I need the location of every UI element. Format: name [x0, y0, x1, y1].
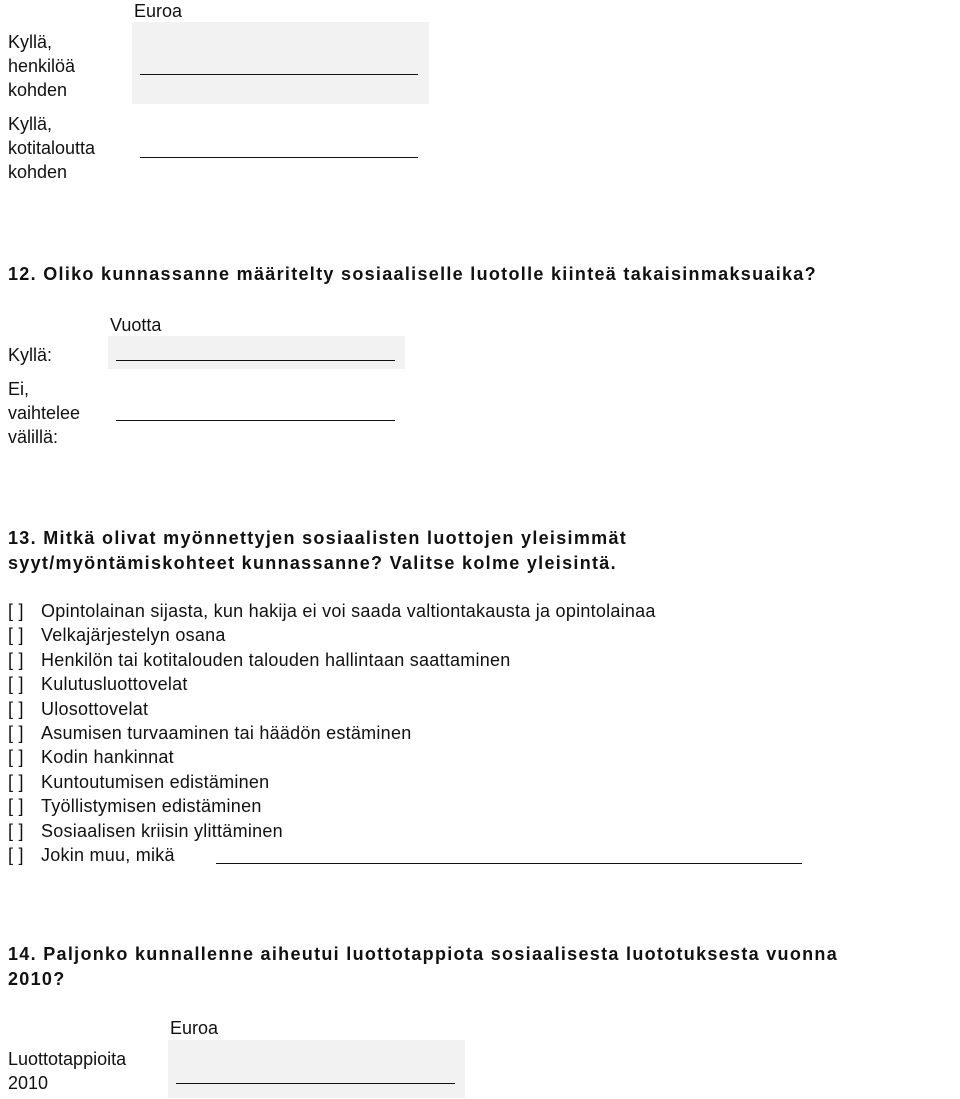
q12-answer-cell: [108, 336, 405, 369]
checkbox[interactable]: [ ]: [8, 771, 24, 792]
checkbox[interactable]: [ ]: [8, 796, 24, 817]
q13-option[interactable]: [8, 745, 656, 769]
q11-answer-cell: [132, 22, 429, 104]
q12-question: 12. Oliko kunnassanne määritelty sosiaaliselle luotolle kiinteä takaisinmaksuaika?: [8, 264, 817, 284]
option-label: Jokin muu, mikä: [41, 845, 175, 866]
checkbox[interactable]: [ ]: [8, 674, 24, 695]
q14-row-label: Luottotappioita 2010: [8, 1049, 127, 1093]
checkbox[interactable]: [ ]: [8, 747, 24, 768]
q12-row-label-varies: Ei, vaihtelee välillä:: [8, 379, 81, 447]
option-label: Työllistymisen edistäminen: [41, 796, 262, 817]
q13-option[interactable]: [8, 794, 656, 818]
checkbox[interactable]: [ ]: [8, 649, 24, 670]
option-label: Kulutusluottovelat: [41, 674, 188, 695]
q12-years-input[interactable]: [116, 360, 395, 361]
q13-option[interactable]: [8, 623, 656, 647]
checkbox[interactable]: [ ]: [8, 723, 24, 744]
q13-options-list: [8, 599, 656, 867]
q13-other-text-input[interactable]: [216, 863, 802, 864]
q13-option[interactable]: [8, 672, 656, 696]
q11-row-label-per-person: Kyllä, henkilöä kohden: [8, 32, 76, 100]
q12-column-header: Vuotta: [110, 315, 162, 335]
q14-credit-loss-input[interactable]: [176, 1083, 455, 1084]
q13-option[interactable]: [8, 770, 656, 794]
option-label: Ulosottovelat: [41, 698, 149, 719]
option-label: Henkilön tai kotitalouden talouden hallintaan saattaminen: [41, 649, 511, 670]
option-label: Asumisen turvaaminen tai häädön estäminen: [41, 723, 412, 744]
q11-row-label-per-household: Kyllä, kotitaloutta kohden: [8, 114, 96, 182]
q13-option[interactable]: [8, 648, 656, 672]
q12-varies-input[interactable]: [116, 420, 395, 421]
q11-column-header: Euroa: [134, 1, 183, 21]
q14-question: 14. Paljonko kunnallenne aiheutui luottotappiota sosiaalisesta luototuksesta vuonna 2010?: [8, 944, 839, 989]
q11-per-person-input[interactable]: [140, 74, 418, 75]
q13-question: 13. Mitkä olivat myönnettyjen sosiaalisten luottojen yleisimmät syyt/myöntämiskohteet kunnassanne? Valitse kolme yleisintä.: [8, 528, 628, 573]
checkbox[interactable]: [ ]: [8, 820, 24, 841]
q14-answer-cell: [168, 1040, 465, 1098]
checkbox[interactable]: [ ]: [8, 698, 24, 719]
q13-option[interactable]: [8, 599, 656, 623]
option-label: Kuntoutumisen edistäminen: [41, 771, 270, 792]
q14-column-header: Euroa: [170, 1018, 219, 1038]
q13-option[interactable]: [8, 697, 656, 721]
option-label: Sosiaalisen kriisin ylittäminen: [41, 820, 283, 841]
checkbox[interactable]: [ ]: [8, 601, 24, 621]
option-label: Velkajärjestelyn osana: [41, 625, 226, 646]
checkbox[interactable]: [ ]: [8, 845, 24, 866]
checkbox[interactable]: [ ]: [8, 625, 24, 646]
option-label: Kodin hankinnat: [41, 747, 174, 768]
q11-per-household-input[interactable]: [140, 157, 418, 158]
option-label: Opintolainan sijasta, kun hakija ei voi saada valtiontakausta ja opintolainaa: [41, 601, 656, 621]
q13-option[interactable]: [8, 819, 656, 843]
q13-option[interactable]: [8, 721, 656, 745]
q12-row-label-yes: Kyllä:: [8, 345, 53, 365]
